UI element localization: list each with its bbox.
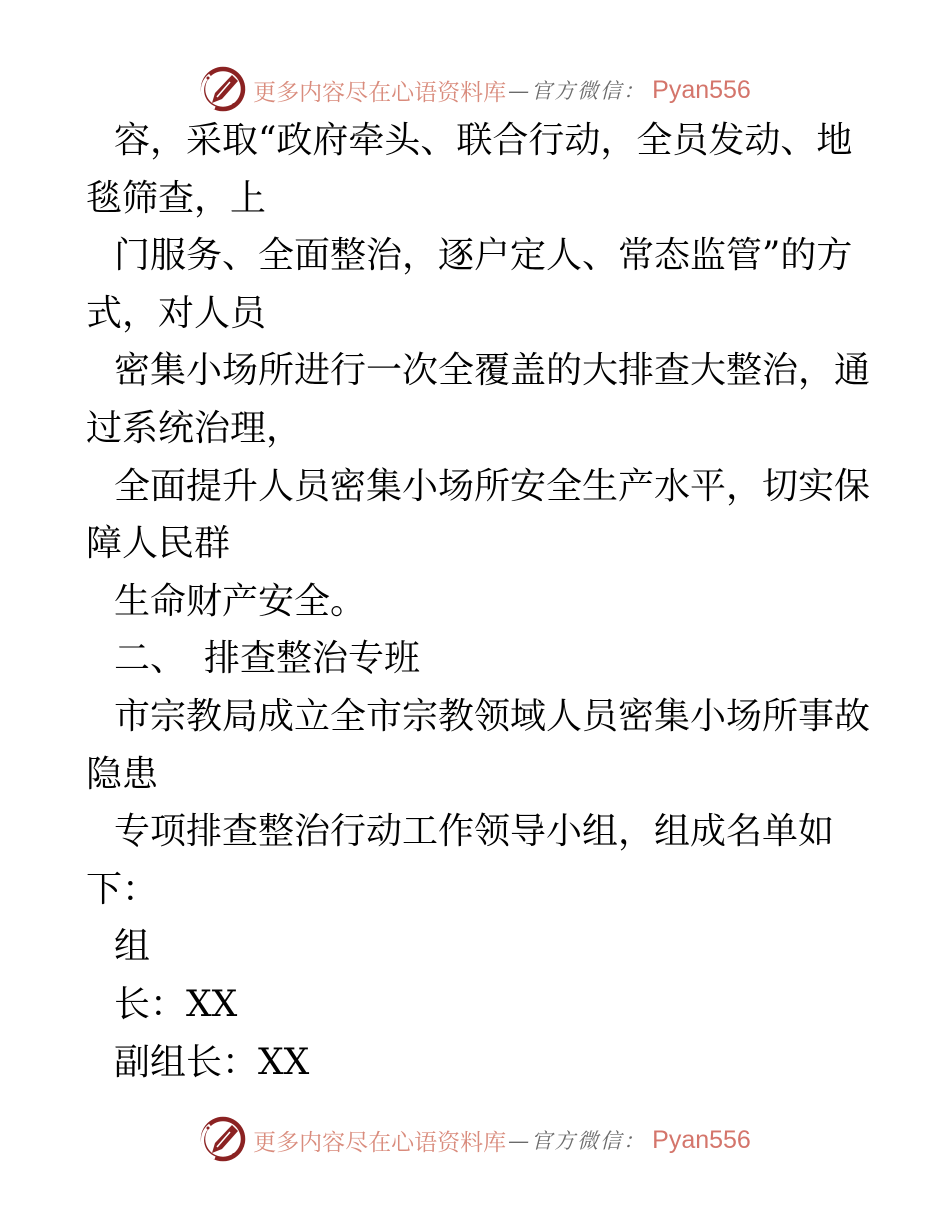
text-line: 二、 排查整治专班 <box>114 638 421 680</box>
text-line: 全面提升人员密集小场所安全生产水平，切实保 <box>114 465 871 507</box>
brand-text: 更多内容尽在心语资料库 <box>253 79 507 106</box>
text-line: 毯筛查，上 <box>86 177 267 219</box>
text-line: 下： <box>86 868 159 910</box>
pen-nib-swirl-logo-icon <box>199 65 247 115</box>
text-line: 市宗教局成立全市宗教领域人员密集小场所事故 <box>114 695 871 737</box>
text-line: 门服务、全面整治，逐户定人、常态监管”的方 <box>114 235 853 277</box>
text-line: 长：XX <box>114 983 238 1025</box>
header-watermark <box>0 62 950 118</box>
text-line: 组 <box>114 926 151 968</box>
text-line: 障人民群 <box>86 523 231 565</box>
wechat-label: —官方微信： <box>508 1129 647 1153</box>
document-body <box>86 112 890 1091</box>
text-line: 式，对人员 <box>86 292 267 334</box>
text-line: 副组长：XX <box>114 1041 310 1083</box>
wechat-label: —官方微信： <box>508 79 647 103</box>
text-line: 过系统治理， <box>86 407 303 449</box>
text-line: 隐患 <box>86 753 159 795</box>
wechat-id: Pyan556 <box>652 75 751 104</box>
footer-watermark <box>0 1112 950 1168</box>
wechat-id: Pyan556 <box>652 1125 751 1154</box>
text-line: 专项排查整治行动工作领导小组，组成名单如 <box>114 811 835 853</box>
pen-nib-swirl-logo-icon <box>199 1115 247 1165</box>
text-line: 容，采取“政府牵头、联合行动，全员发动、地 <box>114 120 853 161</box>
text-line: 密集小场所进行一次全覆盖的大排查大整治，通 <box>114 350 871 392</box>
brand-text: 更多内容尽在心语资料库 <box>253 1129 507 1156</box>
text-line: 生命财产安全。 <box>114 580 367 622</box>
